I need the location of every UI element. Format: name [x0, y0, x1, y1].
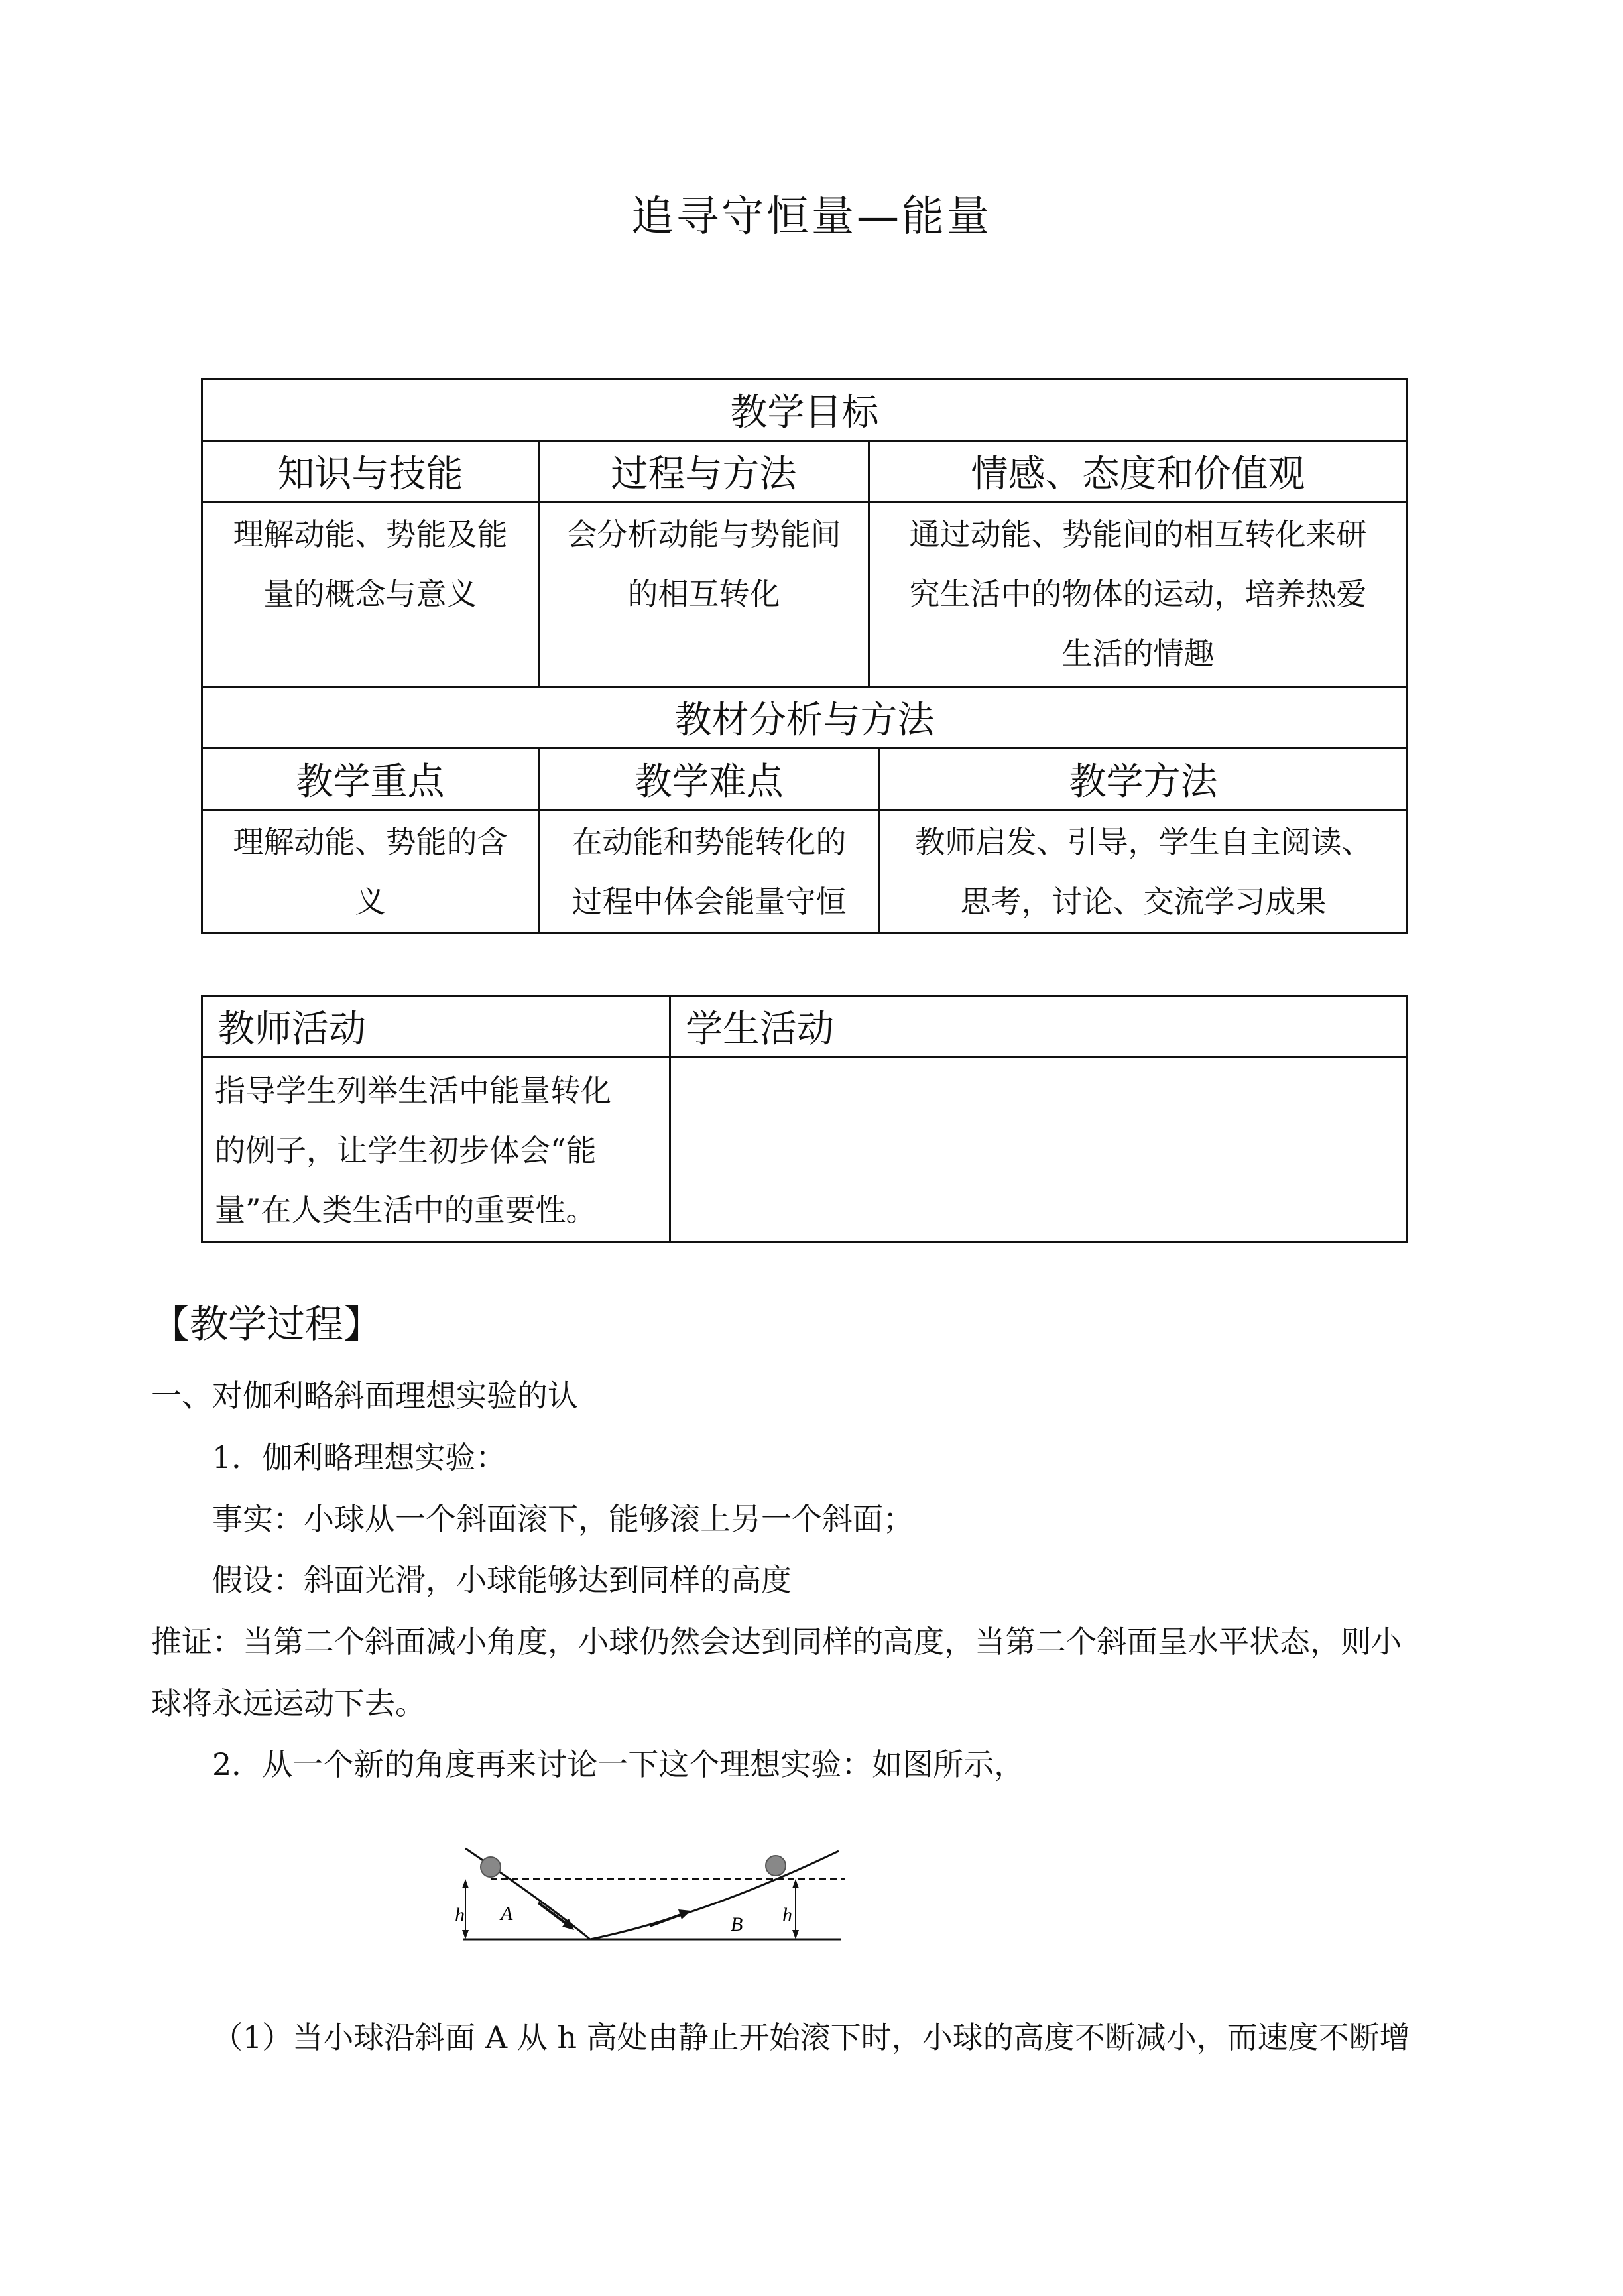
label-a: A	[501, 1903, 513, 1925]
cell-line: 的例子，让学生初步体会“能	[215, 1132, 597, 1168]
label-h-right: h	[782, 1904, 792, 1926]
paragraph-inference: 推证：当第二个斜面减小角度，小球仍然会达到同样的高度，当第二个斜面呈水平状态，则小	[151, 1624, 1402, 1660]
cell-line: 教师启发、引导，学生自主阅读、	[914, 824, 1372, 860]
teacher-activity-header: 教师活动	[202, 996, 670, 1057]
cell-difficulties	[539, 810, 880, 934]
incline-diagram	[451, 1843, 849, 1956]
cell-line: 通过动能、势能间的相互转化来研	[909, 516, 1367, 552]
cell-line: 量的概念与意义	[263, 576, 477, 612]
paragraph-fact: 事实：小球从一个斜面滚下，能够滚上另一个斜面；	[212, 1501, 914, 1537]
col-difficulties: 教学难点	[539, 749, 880, 810]
arrowhead	[792, 1930, 799, 1939]
cell-line: 的相互转化	[627, 576, 780, 612]
ball-left	[481, 1857, 501, 1877]
arrowhead	[678, 1909, 691, 1919]
item-heading: 1．伽利略理想实验：	[212, 1439, 507, 1475]
activities-table	[201, 995, 1408, 1243]
arrowhead	[462, 1930, 469, 1939]
col-knowledge: 知识与技能	[202, 441, 539, 503]
col-key-points: 教学重点	[202, 749, 539, 810]
col-methods: 教学方法	[880, 749, 1408, 810]
item-heading: 2．从一个新的角度再来讨论一下这个理想实验：如图所示，	[212, 1746, 1025, 1782]
objectives-header: 教学目标	[202, 379, 1408, 441]
cell-line: 思考，讨论、交流学习成果	[960, 884, 1327, 920]
incline-b	[590, 1851, 839, 1939]
analysis-header: 教材分析与方法	[202, 687, 1408, 749]
cell-line: 会分析动能与势能间	[566, 516, 841, 552]
ball-right	[766, 1856, 786, 1876]
cell-line: 生活的情趣	[1061, 636, 1215, 672]
page-title: 追寻守恒量—能量	[631, 192, 992, 241]
cell-line: 义	[355, 884, 386, 920]
cell-line: 指导学生列举生活中能量转化	[215, 1073, 611, 1109]
label-b: B	[731, 1913, 743, 1935]
cell-line: 量”在人类生活中的重要性。	[215, 1192, 597, 1228]
paragraph-assumption: 假设：斜面光滑，小球能够达到同样的高度	[212, 1562, 792, 1598]
arrowhead	[792, 1879, 799, 1888]
col-emotion: 情感、态度和价值观	[869, 441, 1408, 503]
cell-process	[539, 503, 869, 687]
objectives-table	[201, 378, 1408, 934]
paragraph-inference-cont: 球将永远运动下去。	[151, 1685, 426, 1721]
student-activity-cell	[670, 1057, 1408, 1242]
cell-line: 理解动能、势能及能	[233, 516, 508, 552]
section-heading: 一、对伽利略斜面理想实验的认	[151, 1378, 578, 1414]
student-activity-header: 学生活动	[670, 996, 1408, 1057]
cell-methods	[880, 810, 1408, 934]
arrowhead	[462, 1879, 469, 1888]
cell-knowledge	[202, 503, 539, 687]
teacher-activity-cell	[202, 1057, 670, 1242]
cell-emotion	[869, 503, 1408, 687]
process-heading: 【教学过程】	[151, 1301, 383, 1347]
cell-line: 理解动能、势能的含	[233, 824, 508, 860]
cell-line: 过程中体会能量守恒	[571, 884, 847, 920]
paragraph-1: （1）当小球沿斜面 A 从 h 高处由静止开始滚下时，小球的高度不断减小，而速度不断增	[212, 2020, 1410, 2055]
cell-key-points	[202, 810, 539, 934]
cell-line: 在动能和势能转化的	[571, 824, 847, 860]
cell-line: 究生活中的物体的运动，培养热爱	[909, 576, 1367, 612]
col-process: 过程与方法	[539, 441, 869, 503]
label-h-left: h	[455, 1904, 465, 1926]
